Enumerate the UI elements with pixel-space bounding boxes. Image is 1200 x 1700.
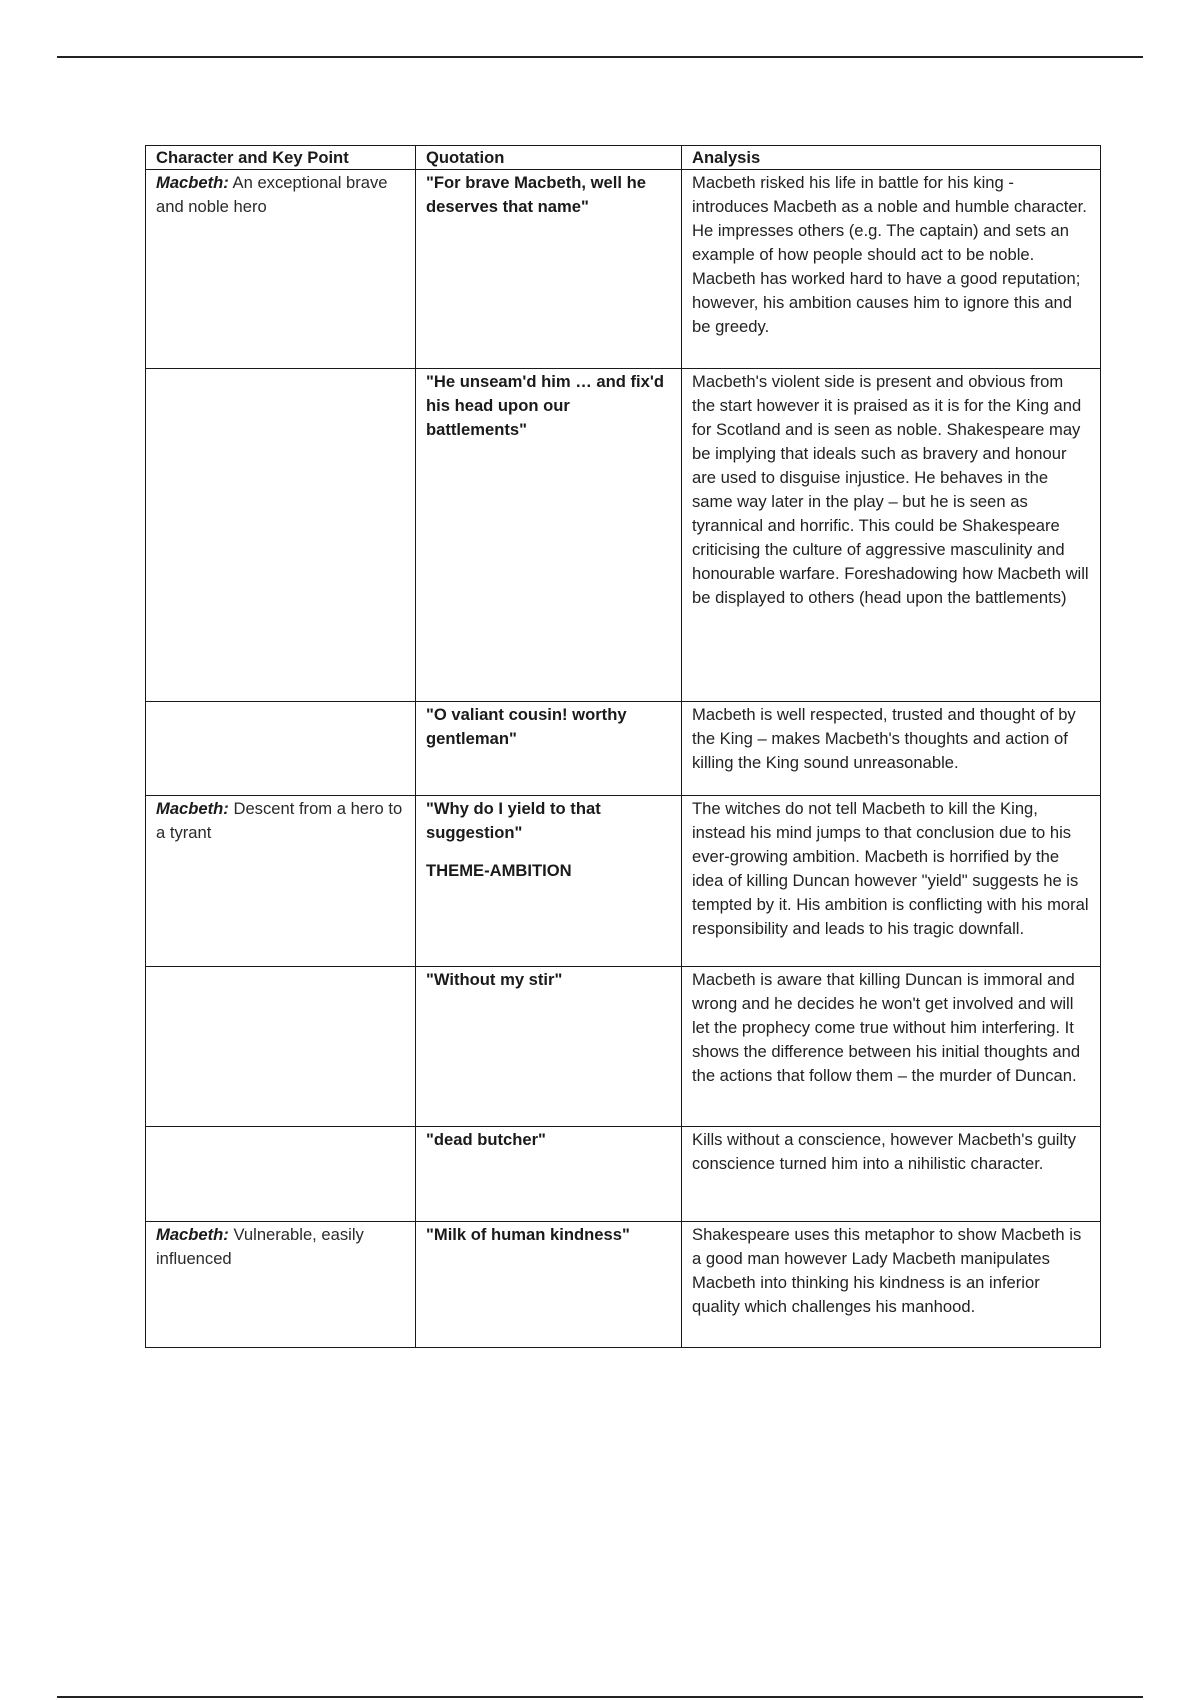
quotation-table [145, 145, 1101, 1348]
column-header-quotation: Quotation [416, 146, 682, 170]
key-point: An exceptional brave and noble hero [156, 173, 388, 216]
key-point: Descent from a hero to a tyrant [156, 799, 403, 842]
character-cell [146, 1222, 416, 1348]
quotation-text: "O valiant cousin! worthy gentleman" [426, 705, 627, 748]
analysis-cell: Kills without a conscience, however Macbeth's guilty conscience turned him into a nihilistic character. [682, 1127, 1101, 1222]
quotation-cell [416, 967, 682, 1127]
column-header-character: Character and Key Point [146, 146, 416, 170]
analysis-cell: Macbeth is well respected, trusted and thought of by the King – makes Macbeth's thoughts and action of killing the King sound unreasonable. [682, 702, 1101, 796]
character-name: Macbeth: [156, 173, 229, 192]
table-row [146, 170, 1101, 369]
table-header-row [146, 146, 1101, 170]
table-row [146, 369, 1101, 702]
character-cell [146, 170, 416, 369]
character-cell [146, 796, 416, 967]
quotation-text: "Without my stir" [426, 970, 563, 989]
quotation-cell [416, 1127, 682, 1222]
table-row [146, 1127, 1101, 1222]
column-header-analysis: Analysis [682, 146, 1101, 170]
table-row [146, 1222, 1101, 1348]
quotation-text: "dead butcher" [426, 1130, 546, 1149]
analysis-cell: The witches do not tell Macbeth to kill the King, instead his mind jumps to that conclusion due to his ever-growing ambition. Macbeth is horrified by the idea of killing Duncan however "yield" suggests he is tempted by it. His ambition is conflicting with his moral responsibility and leads to his tragic downfall. [682, 796, 1101, 967]
character-cell [146, 369, 416, 702]
header-rule [57, 56, 1143, 58]
table-row [146, 796, 1101, 967]
character-cell [146, 1127, 416, 1222]
theme-label: THEME-AMBITION [426, 861, 572, 880]
quotation-text: "Why do I yield to that suggestion" [426, 799, 601, 842]
key-point: Vulnerable, easily influenced [156, 1225, 364, 1268]
analysis-cell: Macbeth is aware that killing Duncan is immoral and wrong and he decides he won't get involved and will let the prophecy come true without him interfering. It shows the difference between his initial thoughts and the actions that follow them – the murder of Duncan. [682, 967, 1101, 1127]
analysis-cell: Shakespeare uses this metaphor to show Macbeth is a good man however Lady Macbeth manipulates Macbeth into thinking his kindness is an inferior quality which challenges his manhood. [682, 1222, 1101, 1348]
table-row [146, 967, 1101, 1127]
analysis-cell: Macbeth's violent side is present and obvious from the start however it is praised as it is for the King and for Scotland and is seen as noble. Shakespeare may be implying that ideals such as bravery and honour are used to disguise injustice. He behaves in the same way later in the play – but he is seen as tyrannical and horrific. This could be Shakespeare criticising the culture of aggressive masculinity and honourable warfare. Foreshadowing how Macbeth will be displayed to others (head upon the battlements) [682, 369, 1101, 702]
quotation-text: "He unseam'd him … and fix'd his head upon our battlements" [426, 372, 664, 439]
character-cell [146, 967, 416, 1127]
character-cell [146, 702, 416, 796]
quotation-cell [416, 796, 682, 967]
table-row [146, 702, 1101, 796]
quotation-cell [416, 369, 682, 702]
quotation-text: "For brave Macbeth, well he deserves that name" [426, 173, 646, 216]
character-name: Macbeth: [156, 1225, 229, 1244]
footer-rule [57, 1696, 1143, 1698]
analysis-cell: Macbeth risked his life in battle for his king - introduces Macbeth as a noble and humble character. He impresses others (e.g. The captain) and sets an example of how people should act to be noble. Macbeth has worked hard to have a good reputation; however, his ambition causes him to ignore this and be greedy. [682, 170, 1101, 369]
quotation-cell [416, 1222, 682, 1348]
character-name: Macbeth: [156, 799, 229, 818]
quotation-text: "Milk of human kindness" [426, 1225, 630, 1244]
quotation-cell [416, 702, 682, 796]
quotation-cell [416, 170, 682, 369]
